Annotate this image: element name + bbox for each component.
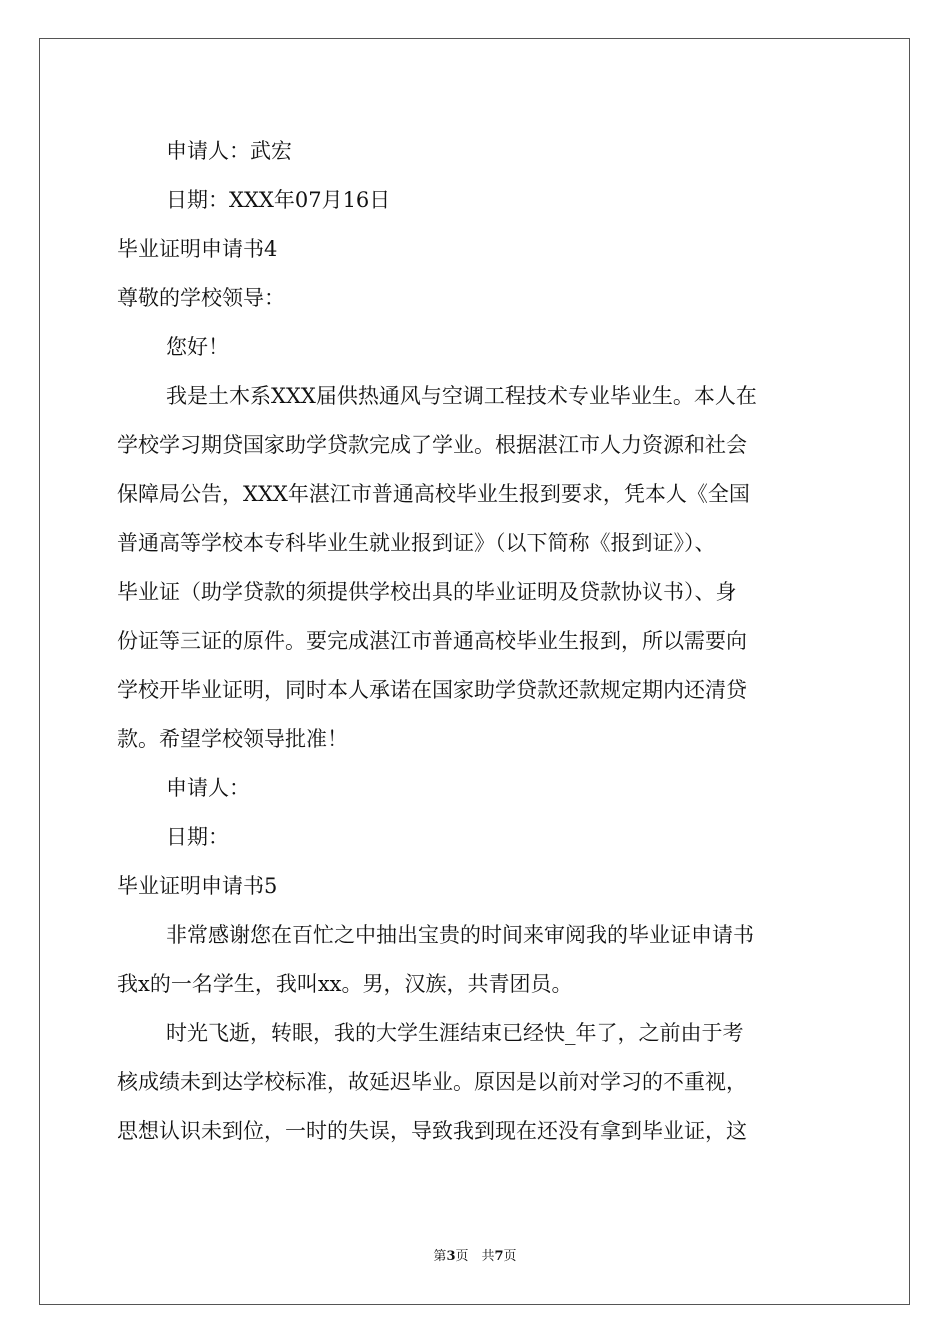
text-line: 我x的一名学生，我叫xx。男，汉族，共青团员。 xyxy=(117,972,573,996)
text-line: 尊敬的学校领导： xyxy=(117,286,285,310)
document-body xyxy=(117,127,833,1156)
text-line: 申请人： xyxy=(166,776,250,800)
footer-prefix: 第 xyxy=(433,1249,447,1264)
text-line: 日期：XXX年07月16日 xyxy=(166,188,391,212)
footer-mid: 页 共 xyxy=(455,1249,495,1264)
text-line: 毕业证明申请书4 xyxy=(117,237,278,261)
text-line: 日期： xyxy=(166,825,229,849)
text-line: 核成绩未到达学校标准，故延迟毕业。原因是以前对学习的不重视， xyxy=(117,1070,747,1094)
text-line: 时光飞逝，转眼，我的大学生涯结束已经快_年了，之前由于考 xyxy=(166,1021,744,1045)
text-line: 非常感谢您在百忙之中抽出宝贵的时间来审阅我的毕业证申请书 xyxy=(166,923,754,947)
text-line: 份证等三证的原件。要完成湛江市普通高校毕业生报到，所以需要向 xyxy=(117,629,747,653)
text-line: 思想认识未到位，一时的失误，导致我到现在还没有拿到毕业证，这 xyxy=(117,1119,747,1143)
footer-current-page: 3 xyxy=(446,1249,456,1264)
text-line: 保障局公告，XXX年湛江市普通高校毕业生报到要求，凭本人《全国 xyxy=(117,482,750,506)
text-line: 毕业证明申请书5 xyxy=(117,874,278,898)
text-line: 申请人：武宏 xyxy=(166,139,292,163)
text-line: 学校学习期贷国家助学贷款完成了学业。根据湛江市人力资源和社会 xyxy=(117,433,747,457)
text-line: 毕业证（助学贷款的须提供学校出具的毕业证明及贷款协议书）、身 xyxy=(117,580,737,604)
footer-suffix: 页 xyxy=(503,1249,517,1264)
text-line: 学校开毕业证明，同时本人承诺在国家助学贷款还款规定期内还清贷 xyxy=(117,678,747,702)
text-line: 我是土木系XXX届供热通风与空调工程技术专业毕业生。本人在 xyxy=(166,384,757,408)
text-line: 普通高等学校本专科毕业生就业报到证》（以下简称《报到证》）、 xyxy=(117,531,716,555)
text-line: 您好！ xyxy=(166,335,229,359)
footer-total-pages: 7 xyxy=(494,1249,504,1264)
page-footer xyxy=(0,1247,950,1267)
text-line: 款。希望学校领导批准！ xyxy=(117,727,348,751)
